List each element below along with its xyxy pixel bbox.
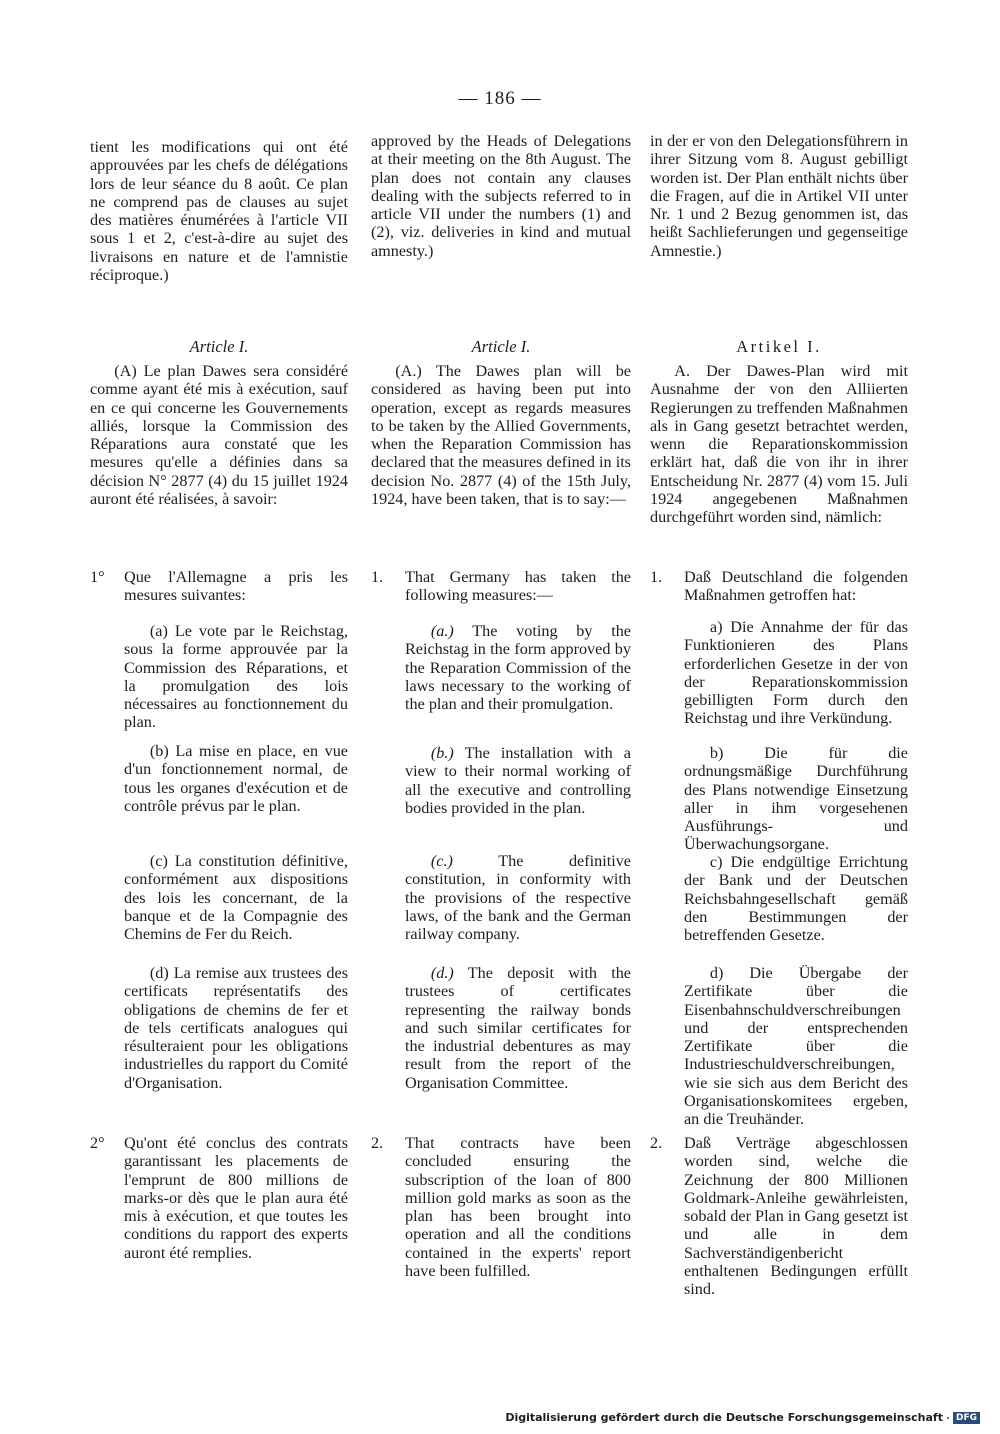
item-text: The definitive constitution, in conformity with the provisions of the respective laws, of the bank and the German railway company. <box>405 852 631 944</box>
article-title-en: Article I. <box>471 337 531 356</box>
item-text: Que l'Allemagne a pris les mesures suivantes: <box>124 568 348 605</box>
article-a-fr: (A) Le plan Dawes sera considéré comme ayant été mis à exécution, sauf en ce qui concerne les Gouvernements alliés, lorsque la Commission des Réparations aura constaté que les mesures qu'elle a définies dans sa décision N° 2877 (4) du 15 juillet 1924 auront été réalisées, à savoir: <box>90 362 348 509</box>
item-number: 2. <box>371 1134 384 1152</box>
item-text: Daß Deutschland die folgenden Maßnahmen getroffen hat: <box>684 568 908 605</box>
article-a-en: (A.) The Dawes plan will be considered as having been put into operation, except as regards measures to be taken by the Allied Governments, when the Reparation Commission has declared that the measures defined in its decision No. 2877 (4) of the 15th July, 1924, have been taken, that is to say:— <box>371 362 631 509</box>
item-b-de: b) Die für die ordnungsmäßige Durchführung des Plans notwendige Einsetzung aller in ihm vorgesehenen Ausführungs- und Überwachungsorgane. <box>684 744 908 854</box>
item-a-de: a) Die Annahme der für das Funktionieren des Plans erforderlichen Gesetze in der von der Reparationskommission gebilligten Form durch den Reichstag und ihre Verkündung. <box>684 618 908 728</box>
footer <box>505 1411 980 1424</box>
item-label: (c.) <box>430 852 453 870</box>
footer-text: Digitalisierung gefördert durch die Deutsche Forschungsgemeinschaft <box>505 1411 943 1424</box>
item-2-fr <box>90 1134 348 1262</box>
item-number: 1. <box>650 568 663 586</box>
item-d-fr: (d) La remise aux trustees des certificats représentatifs des obligations de chemins de fer et de tels certificats analogues qui résulteraient pour les obligations industrielles du rapport du Comité d'Organisation. <box>124 964 348 1092</box>
article-a-de: A. Der Dawes-Plan wird mit Ausnahme der von den Alliierten Regierungen zu treffenden Maßnahmen als in Gang gesetzt betrachtet werden, wenn die Reparationskommission erklärt hat, daß die von ihr in ihrer Entscheidung Nr. 2877 (4) vom 15. Juli 1924 angegebenen Maßnahmen durchgeführt worden sind, nämlich: <box>650 362 908 527</box>
item-1-de <box>650 568 908 605</box>
item-label: (a.) <box>430 622 454 640</box>
item-b-fr: (b) La mise en place, en vue d'un fonctionnement normal, de tous les organes d'exécution et de contrôle prévus par le plan. <box>124 742 348 815</box>
item-text: The installation with a view to their normal working of all the executive and controlling bodies provided in the plan. <box>405 744 631 817</box>
item-2-en <box>371 1134 631 1280</box>
item-number: 2. <box>650 1134 663 1152</box>
item-1-en <box>371 568 631 605</box>
dfg-logo: DFG <box>953 1412 980 1424</box>
item-a-en <box>405 622 631 713</box>
item-b-en <box>405 744 631 817</box>
item-number: 1° <box>90 568 105 586</box>
item-d-de: d) Die Übergabe der Zertifikate über die Eisenbahnschuldverschreibungen und der entsprechenden Zertifikate über die Industrieschuldverschreibungen, wie sie sich aus dem Bericht des Organisationskomitees ergeben, an die Treuhänder. <box>684 964 908 1129</box>
item-text: That Germany has taken the following measures:— <box>405 568 631 605</box>
article-title-de: Artikel I. <box>736 337 822 356</box>
item-text: Daß Verträge abgeschlossen worden sind, welche die Zeichnung der 800 Millionen Goldmark-Anleihe gewährleisten, sobald der Plan in Gang gesetzt ist und alle in dem Sachverständigenbericht enthaltenen Bedingungen erfüllt sind. <box>684 1134 908 1299</box>
item-a-fr: (a) Le vote par le Reichstag, sous la forme approuvée par la Commission des Réparations, et la promulgation des lois nécessaires au fonctionnement du plan. <box>124 622 348 732</box>
item-c-fr: (c) La constitution définitive, conformément aux dispositions des lois les concernant, de la banque et de la Compagnie des Chemins de Fer du Reich. <box>124 852 348 944</box>
article-title-fr: Article I. <box>189 337 249 356</box>
item-text: That contracts have been concluded ensuring the subscription of the loan of 800 million gold marks as soon as the plan has been brought into operation and all the conditions contained in the experts' report have been fulfilled. <box>405 1134 631 1281</box>
intro-de: in der er von den Delegationsführern in ihrer Sitzung vom 8. August gebilligt worden ist. Der Plan enthält nichts über die Fragen, auf die in Artikel VII unter Nr. 1 und 2 Bezug genommen ist, das heißt Sachlieferungen und gegenseitige Amnestie.) <box>650 132 908 260</box>
item-text: The deposit with the trustees of certificates representing the railway bonds and such similar certificates for the industrial debentures as may result from the report of the Organisation Committee. <box>405 964 631 1092</box>
item-label: (b.) <box>430 744 454 762</box>
intro-fr: tient les modifications qui ont été approuvées par les chefs de délégations lors de leur séance du 8 août. Ce plan ne comprend pas de clauses au sujet des matières énumérées à l'article VII sous 1 et 2, c'est-à-dire au sujet des livraisons en nature et de l'amnistie réciproque.) <box>90 138 348 285</box>
item-text: The voting by the Reichstag in the form approved by the Reparation Commission of the laws necessary to the working of the plan and their promulgation. <box>405 622 631 714</box>
separator-dot <box>947 1417 949 1419</box>
item-d-en <box>405 964 631 1092</box>
item-number: 2° <box>90 1134 105 1152</box>
item-number: 1. <box>371 568 384 586</box>
item-c-en <box>405 852 631 943</box>
item-2-de <box>650 1134 908 1299</box>
page-number: — 186 — <box>458 88 542 109</box>
item-text: Qu'ont été conclus des contrats garantissant les placements de l'emprunt de 800 millions de marks-or dès que le plan aura été mis à exécution, et que toutes les conditions du rapport des experts auront été remplies. <box>124 1134 348 1262</box>
item-label: (d.) <box>430 964 454 982</box>
item-1-fr <box>90 568 348 605</box>
intro-en: approved by the Heads of Delegations at their meeting on the 8th August. The plan does not contain any clauses dealing with the subjects referred to in article VII under the numbers (1) and (2), viz. deliveries in kind and mutual amnesty.) <box>371 132 631 260</box>
item-c-de: c) Die endgültige Errichtung der Bank und der Deutschen Reichsbahngesellschaft gemäß den Bestimmungen der betreffenden Gesetze. <box>684 853 908 945</box>
